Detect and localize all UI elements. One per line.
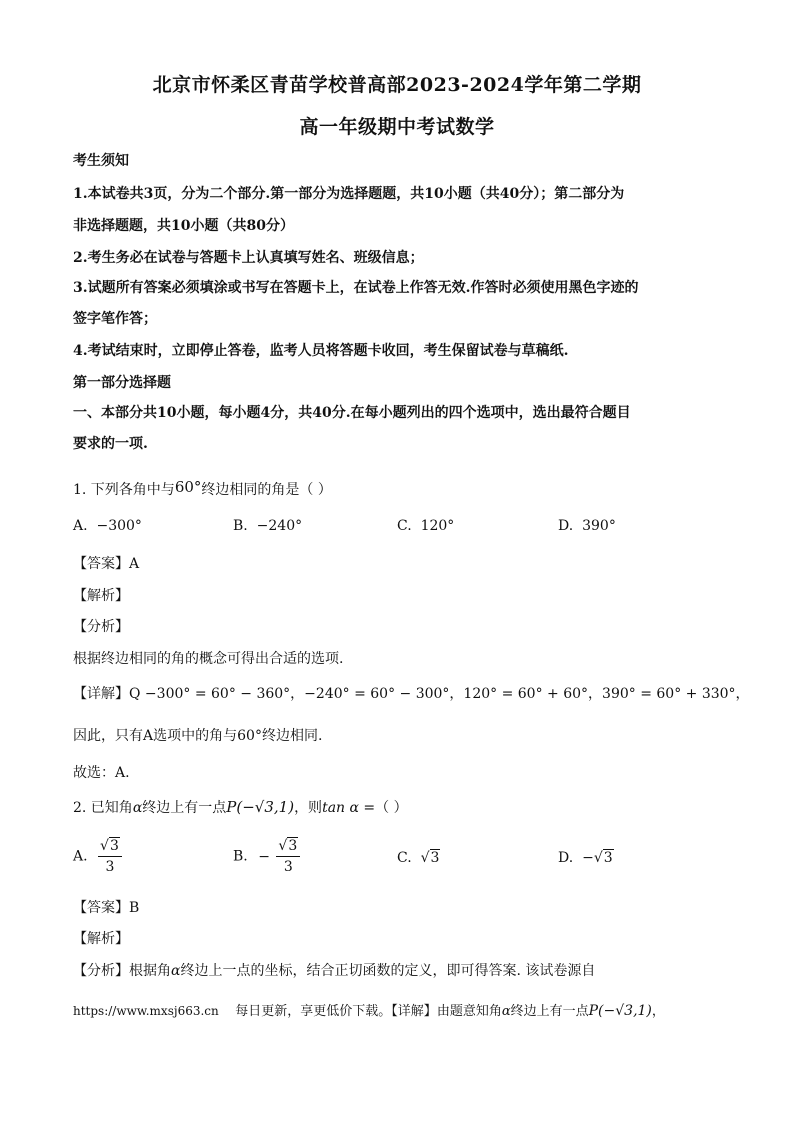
q2-fenxi — [73, 960, 723, 980]
instruction-2: 2.考生务必在试卷与答题卡上认真填写姓名、班级信息； — [73, 250, 424, 266]
q1-fenxi: 根据终边相同的角的概念可得出合适的选项. — [73, 651, 344, 667]
q1-answer-tag: 【答案】 — [73, 556, 129, 572]
q1-option-c-value: 120° — [420, 518, 455, 534]
part1-heading: 第一部分选择题 — [73, 375, 171, 391]
q1-stem-pre: 1. 下列各角中与 — [73, 482, 175, 498]
q1-detail-tag: 【详解】 — [73, 686, 129, 702]
instruction-1a: 1.本试卷共3页，分为二个部分.第一部分为选择题题，共10小题（共40分）；第二部分为 — [73, 186, 625, 202]
q2-answer-value: B — [129, 900, 140, 916]
q2-option-c-label: C. — [397, 850, 412, 866]
q2-stem-pre: 2. 已知角 — [73, 800, 133, 816]
q1-conclusion — [73, 725, 723, 745]
instruction-3a: 3.试题所有答案必须填涂或书写在答题卡上，在试卷上作答无效.作答时必须使用黑色字迹的 — [73, 280, 639, 296]
q2-option-d: D. −√3 — [558, 850, 613, 866]
q1-conclusion-pre: 因此，只有A选项中的角与 — [73, 728, 238, 744]
q2-stem-post: （ ） — [375, 800, 408, 816]
q1-option-a-value: −300° — [96, 518, 142, 534]
q2-fenxi-alpha: α — [171, 963, 181, 979]
instruction-3b: 签字笔作答； — [73, 311, 157, 327]
q2-option-b-num: 3 — [288, 838, 298, 854]
q2-option-b-label: B. — [233, 848, 248, 865]
exam-title-line1: 北京市怀柔区青苗学校普高部2023-2024学年第二学期 — [152, 74, 642, 96]
q2-option-d-value: 3 — [603, 850, 613, 866]
q1-stem — [73, 478, 723, 499]
part1-desc-b: 要求的一项. — [73, 436, 148, 452]
q1-answer — [73, 553, 723, 573]
q2-stem-tan: tan α = — [322, 800, 376, 816]
q2-option-b-sign: − — [258, 848, 270, 865]
q1-answer-value: A — [129, 556, 140, 572]
q2-detail-pre: 由题意知角 — [436, 1004, 502, 1019]
q2-fenxi-post: 终边上一点的坐标，结合正切函数的定义，即可得答案. 该试卷源自 — [180, 963, 596, 979]
q1-option-d-value: 390° — [582, 518, 616, 534]
q2-option-c-value: 3 — [430, 850, 440, 866]
q2-option-a-label: A. — [73, 848, 88, 865]
part1-desc-a: 一、本部分共10小题，每小题4分，共40分.在每小题列出的四个选项中，选出最符合题目 — [73, 405, 631, 421]
q2-stem — [73, 797, 723, 817]
q2-option-c: C. √3 — [397, 850, 440, 866]
q1-fenxi-tag: 【分析】 — [73, 619, 129, 635]
q1-stem-angle: 60° — [174, 478, 202, 496]
q1-conclusion-angle: 60° — [237, 728, 262, 744]
q2-source-text: 每日更新，享更低价下载。 — [235, 1004, 392, 1019]
q1-analysis-tag: 【解析】 — [73, 588, 129, 604]
q2-source-line — [73, 1000, 723, 1019]
instructions-heading: 考生须知 — [73, 153, 129, 169]
exam-title-line2: 高一年级期中考试数学 — [299, 116, 495, 138]
q2-detail-tag: 【详解】 — [391, 1004, 437, 1019]
q2-stem-point: P(−√3,1) — [226, 798, 295, 816]
q1-option-d-label: D. — [558, 518, 574, 534]
q2-detail-post: 终边上有一点 — [510, 1004, 589, 1019]
q1-option-b — [233, 518, 302, 534]
q1-option-a — [73, 518, 142, 534]
instruction-1b: 非选择题题，共10小题（共80分） — [73, 218, 294, 234]
q2-stem-mid: 终边上有一点 — [142, 800, 227, 816]
q1-option-d — [558, 518, 616, 534]
q2-answer-tag: 【答案】 — [73, 900, 129, 916]
q1-option-b-value: −240° — [256, 518, 303, 534]
q1-choose: 故选：A. — [73, 765, 130, 781]
q1-detail — [73, 683, 750, 703]
q2-stem-alpha: α — [132, 800, 143, 816]
q2-source-url: https://www.mxsj663.cn — [73, 1004, 219, 1018]
q2-detail-alpha: α — [501, 1004, 511, 1019]
q1-option-c-label: C. — [397, 518, 412, 534]
q1-option-c — [397, 518, 454, 534]
q2-option-b — [233, 838, 300, 875]
q2-option-a-num: 3 — [109, 838, 119, 854]
q2-analysis-tag: 【解析】 — [73, 931, 129, 947]
q1-detail-text: Q −300° = 60° − 360°，−240° = 60° − 300°，120° = 60° + 60°，390° = 60° + 330°， — [129, 686, 750, 702]
q2-stem-mid2: ，则 — [294, 800, 323, 816]
q2-option-a-fraction: $\frac{√3}{3}$ — [98, 838, 122, 875]
q2-detail-point: P(−√3,1) — [588, 1003, 652, 1019]
q2-detail-end: ， — [651, 1004, 665, 1019]
q1-stem-post: 终边相同的角是（ ） — [201, 482, 332, 498]
q2-answer — [73, 897, 723, 917]
q2-fenxi-tag: 【分析】 — [73, 963, 129, 979]
q2-option-b-den: 3 — [283, 859, 293, 875]
q2-option-b-fraction: $\frac{√3}{3}$ — [276, 838, 300, 875]
q2-option-a-den: 3 — [105, 859, 115, 875]
q2-fenxi-pre: 根据角 — [129, 963, 171, 979]
q2-option-d-label: D. — [558, 850, 574, 866]
q1-option-a-label: A. — [73, 518, 88, 534]
q1-option-b-label: B. — [233, 518, 248, 534]
q1-conclusion-post: 终边相同. — [261, 728, 323, 744]
instruction-4: 4.考试结束时，立即停止答卷，监考人员将答题卡收回，考生保留试卷与草稿纸. — [73, 343, 569, 359]
q2-option-a — [73, 838, 122, 875]
q2-option-d-sign: − — [582, 850, 594, 866]
